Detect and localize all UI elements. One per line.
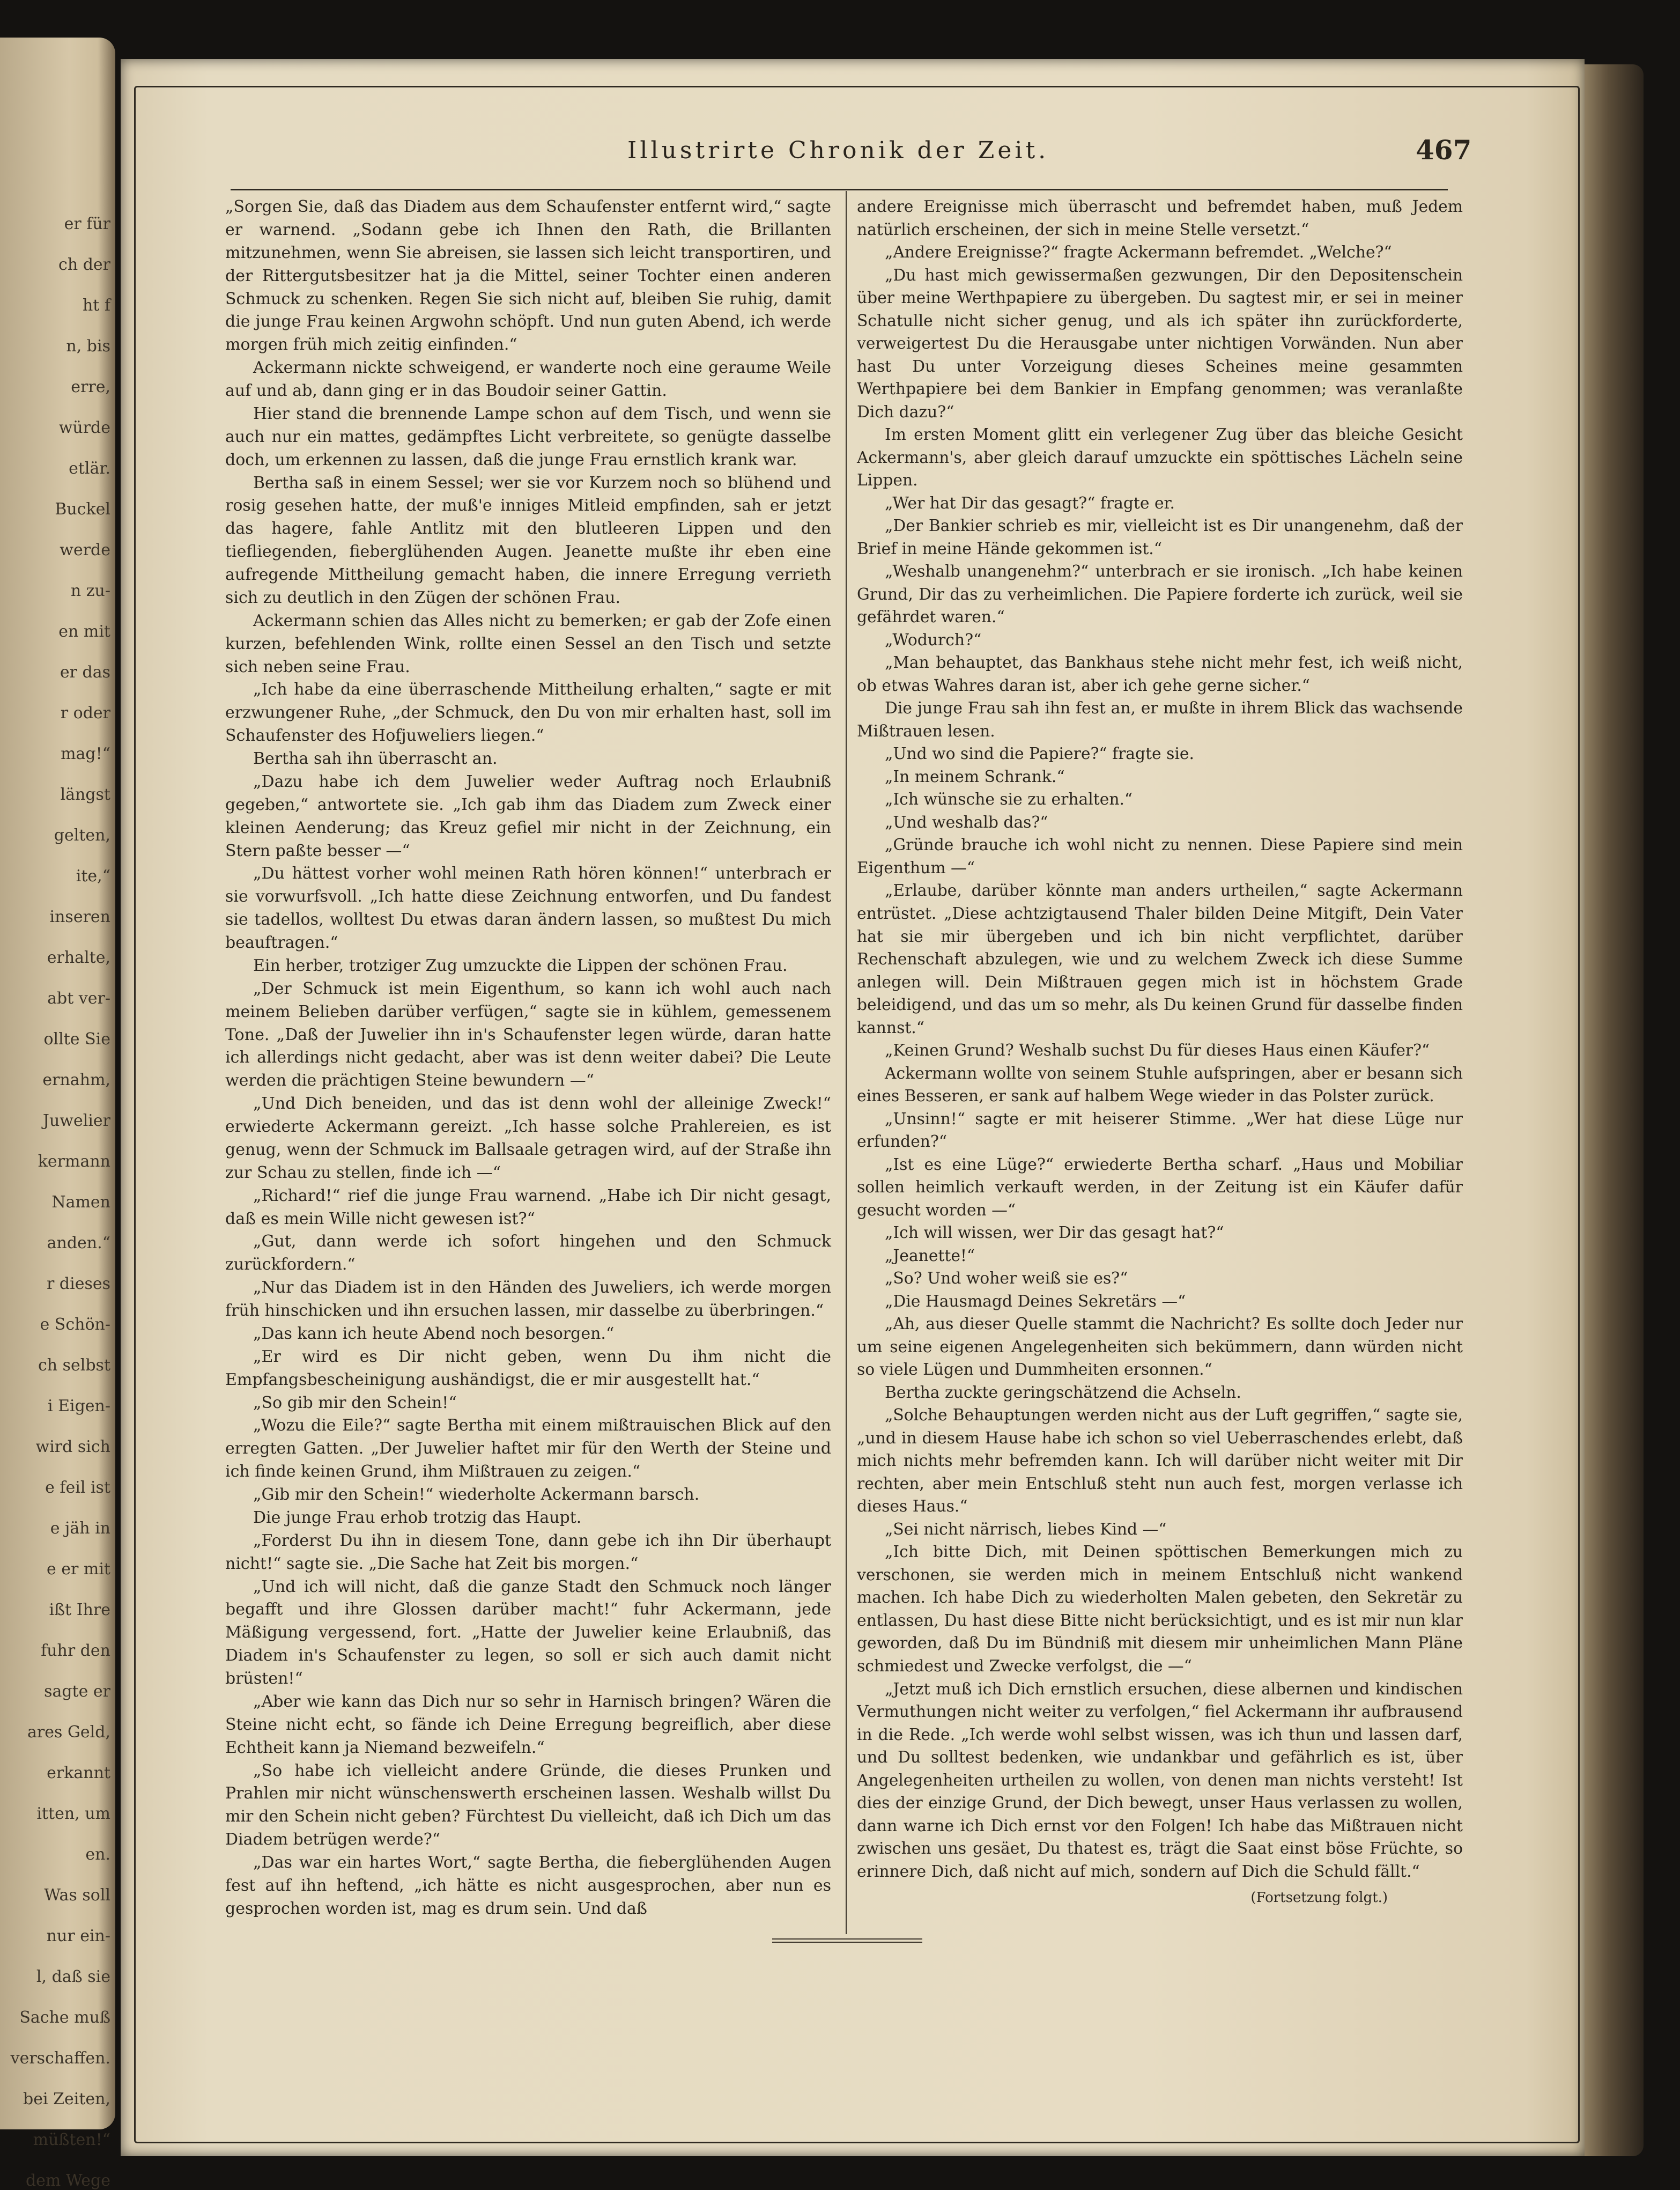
paragraph: „Ist es eine Lüge?“ erwiederte Bertha scharf. „Haus und Mobiliar sollen heimlich verkauft werden, in der Zeitung ist ein Käufer dafür gesucht worden —“ — [857, 1155, 1463, 1220]
paragraph: „Erlaube, darüber könnte man anders urtheilen,“ sagte Ackermann entrüstet. „Diese achtzigtausend Thaler bilden Deine Mitgift, Dein Vater hat sie mir übergeben und ich bin nicht verpflichtet, darüber Rechenschaft abzulegen, wie und zu welchem Zweck ich diese Summe anlegen will. Dein Mißtrauen gegen mich ist in höchstem Grade beleidigend, und das um so mehr, als Du keinen Grund für dasselbe finden kannst.“ — [857, 881, 1463, 1037]
facing-page-text: Buckel — [55, 500, 110, 519]
facing-page-text: n, bis — [66, 337, 110, 356]
end-rule — [772, 1938, 922, 1943]
paragraph: Die junge Frau erhob trotzig das Haupt. — [253, 1508, 582, 1527]
facing-page-text: bei Zeiten, — [23, 2090, 110, 2108]
facing-page-text: sagte er — [44, 1682, 110, 1701]
facing-page-text: e er mit — [46, 1560, 110, 1579]
facing-page-text: ht f — [82, 296, 110, 315]
paragraph: „Weshalb unangenehm?“ unterbrach er sie ironisch. „Ich habe keinen Grund, Dir das zu verheimlichen. Die Papiere forderte ich zurück, weil sie gefährdet waren.“ — [857, 562, 1463, 627]
paragraph: „Jeanette!“ — [885, 1246, 975, 1265]
paragraph: „Andere Ereignisse?“ fragte Ackermann befremdet. „Welche?“ — [885, 243, 1392, 262]
facing-page-text: mag!“ — [61, 744, 110, 763]
facing-page-text: dem Wege — [25, 2171, 110, 2190]
facing-page-text: Sache muß — [19, 2008, 110, 2027]
paragraph: „Du hättest vorher wohl meinen Rath hören können!“ unterbrach er sie vorwurfsvoll. „Ich hatte diese Zeichnung entworfen, und Du fandest sie tadellos, wolltest Du etwas daran ändern lassen, so mußtest Du mich beauftragen.“ — [225, 864, 831, 952]
paragraph: „So? Und woher weiß sie es?“ — [885, 1269, 1128, 1288]
right-column — [857, 196, 1463, 1909]
facing-page-text: etlär. — [69, 459, 110, 478]
facing-page-text: ite,“ — [76, 867, 110, 886]
facing-page-text: ißt Ihre — [49, 1601, 110, 1619]
facing-page-text: würde — [58, 418, 110, 437]
facing-page-text: erhalte, — [47, 948, 110, 967]
paragraph: „Der Bankier schrieb es mir, vielleicht ist es Dir unangenehm, daß der Brief in meine Hände gekommen ist.“ — [857, 517, 1463, 558]
facing-page-text: er das — [60, 663, 110, 682]
paragraph: „Das kann ich heute Abend noch besorgen.“ — [253, 1324, 615, 1343]
facing-page-text: Juwelier — [42, 1111, 110, 1130]
facing-page-text: inseren — [49, 908, 110, 926]
paragraph: „In meinem Schrank.“ — [885, 767, 1065, 786]
paragraph: „Wozu die Eile?“ sagte Bertha mit einem mißtrauischen Blick auf den erregten Gatten. „Der Juwelier haftet mir für den Werth der Steine und ich finde keinen Grund, ihm Mißtrauen zu zeigen.“ — [225, 1416, 831, 1481]
paragraph: „Ich habe da eine überraschende Mittheilung erhalten,“ sagte er mit erzwungener Ruhe, „der Schmuck, den Du von mir erhalten hast, soll im Schaufenster des Hofjuweliers liegen.“ — [225, 680, 831, 746]
facing-page-text: Was soll — [44, 1886, 110, 1905]
paragraph: „Und weshalb das?“ — [885, 813, 1048, 832]
paragraph: Bertha zuckte geringschätzend die Achseln. — [885, 1383, 1241, 1402]
facing-page-text: e jäh in — [50, 1519, 110, 1538]
facing-page-text: ernahm, — [42, 1071, 110, 1089]
paragraph: Ackermann wollte von seinem Stuhle aufspringen, aber er besann sich eines Besseren, er sank auf halbem Wege wieder in das Polster zurück. — [857, 1064, 1463, 1106]
facing-page-text: verschaffen. — [10, 2049, 110, 2068]
paragraph: „Aber wie kann das Dich nur so sehr in Harnisch bringen? Wären die Steine nicht echt, so fände ich Deine Erregung begreiflich, aber diese Echtheit kann ja Niemand bezweifeln.“ — [225, 1692, 831, 1757]
paragraph: „Gründe brauche ich wohl nicht zu nennen. Diese Papiere sind mein Eigenthum —“ — [857, 836, 1463, 878]
paragraph: „Und ich will nicht, daß die ganze Stadt den Schmuck noch länger begafft und ihre Glossen darüber macht!“ fuhr Ackermann, jede Mäßigung vergessend, fort. „Hatte der Juwelier keine Erlaubniß, das Diadem in's Schaufenster zu legen, so soll er sich auch damit nicht brüsten!“ — [225, 1577, 831, 1688]
paragraph: „Gib mir den Schein!“ wiederholte Ackermann barsch. — [253, 1485, 700, 1504]
paragraph: „Du hast mich gewissermaßen gezwungen, Dir den Depositenschein über meine Werthpapiere zu übergeben. Du sagtest mir, er sei in meiner Schatulle nicht sicher genug, und als ich später ihn zurückforderte, verweigertest Du die Herausgabe unter nichtigen Vorwänden. Nun aber hast Du unter Vorzeigung dieses Scheines meine gesammten Werthpapiere bei dem Bankier in Empfang genommen; was veranlaßte Dich dazu?“ — [857, 266, 1463, 422]
facing-page-text: abt ver- — [47, 989, 110, 1008]
facing-page-text: r oder — [60, 704, 110, 722]
facing-page-text: ch der — [58, 255, 110, 274]
facing-page-fragment — [0, 38, 115, 2190]
paragraph: „Der Schmuck ist mein Eigenthum, so kann ich wohl auch nach meinem Belieben darüber verfügen,“ sagte sie in kühlem, gemessenem Tone. „Daß der Juwelier ihn in's Schaufenster legen würde, daran hatte ich allerdings nicht gedacht, aber was ist denn weiter dabei? Die Leute werden die prächtigen Steine bewundern —“ — [225, 979, 831, 1090]
paragraph: Ein herber, trotziger Zug umzuckte die Lippen der schönen Frau. — [253, 956, 788, 975]
paragraph: Die junge Frau sah ihn fest an, er mußte in ihrem Blick das wachsende Mißtrauen lesen. — [857, 699, 1463, 741]
paragraph: „Wer hat Dir das gesagt?“ fragte er. — [885, 493, 1175, 513]
header-rule — [231, 189, 1448, 190]
facing-page-text: nur ein- — [46, 1927, 110, 1945]
paragraph: „Ich will wissen, wer Dir das gesagt hat?“ — [885, 1223, 1224, 1243]
paragraph: „Richard!“ rief die junge Frau warnend. „Habe ich Dir nicht gesagt, daß es mein Wille nicht gewesen ist?“ — [225, 1186, 831, 1228]
paragraph: „Keinen Grund? Weshalb suchst Du für dieses Haus einen Käufer?“ — [885, 1041, 1430, 1060]
paragraph: „Sei nicht närrisch, liebes Kind —“ — [885, 1520, 1167, 1539]
paragraph: Ackermann schien das Alles nicht zu bemerken; er gab der Zofe einen kurzen, befehlenden Wink, rollte einen Sessel an den Tisch und setzte sich neben seine Frau. — [225, 611, 831, 676]
facing-page-text: ch selbst — [38, 1356, 110, 1375]
paragraph: „So habe ich vielleicht andere Gründe, die dieses Prunken und Prahlen mir nicht wünschenswerth erscheinen lassen. Weshalb willst Du mir den Schein nicht geben? Fürchtest Du vielleicht, daß ich Dich um das Diadem betrügen werde?“ — [225, 1761, 831, 1849]
paragraph: „Das war ein hartes Wort,“ sagte Bertha, die fieberglühenden Augen fest auf ihn heftend, „ich hätte es nicht ausgesprochen, aber nun es gesprochen worden ist, mag es drum sein. Und daß — [225, 1853, 831, 1918]
facing-page-text: ares Geld, — [27, 1723, 110, 1742]
facing-page-text: en. — [85, 1845, 110, 1864]
facing-page-text: längst — [60, 785, 110, 804]
paragraph: „Man behauptet, das Bankhaus stehe nicht mehr fest, ich weiß nicht, ob etwas Wahres daran ist, aber ich gehe gerne sicher.“ — [857, 653, 1463, 695]
paragraph: „Dazu habe ich dem Juwelier weder Auftrag noch Erlaubniß gegeben,“ antwortete sie. „Ich gab ihm das Diadem zum Zweck einer kleinen Aenderung; das Kreuz gefiel mir nicht in der Zeichnung, ein Stern paßte besser —“ — [225, 772, 831, 860]
facing-page-text: e Schön- — [40, 1315, 110, 1334]
paragraph: „Und Dich beneiden, und das ist denn wohl der alleinige Zweck!“ erwiederte Ackermann gereizt. „Ich hasse solche Prahlereien, es ist genug, wenn der Schmuck im Ballsaale getragen wird, auf der Straße ihn zur Schau zu stellen, finde ich —“ — [225, 1094, 831, 1182]
facing-page-text: erre, — [71, 378, 110, 396]
column-divider — [846, 191, 847, 1934]
paragraph: „Sorgen Sie, daß das Diadem aus dem Schaufenster entfernt wird,“ sagte er warnend. „Sodann gebe ich Ihnen den Rath, die Brillanten mitzunehmen, wenn Sie abreisen, sie lassen sich leicht transportiren, und der Rittergutsbesitzer hat ja die Mittel, seiner Tochter einen anderen Schmuck zu schenken. Regen Sie sich nicht auf, bleiben Sie ruhig, damit die junge Frau keinen Argwohn schöpft. Und nun guten Abend, ich werde morgen früh mich zeitig einfinden.“ — [225, 197, 831, 355]
facing-page-text: werde — [60, 541, 110, 559]
paragraph: „Und wo sind die Papiere?“ fragte sie. — [885, 744, 1194, 764]
paragraph: „Ich wünsche sie zu erhalten.“ — [885, 790, 1133, 809]
facing-page-text: l, daß sie — [36, 1967, 110, 1986]
facing-page-text: i Eigen- — [47, 1397, 110, 1415]
paragraph: „Er wird es Dir nicht geben, wenn Du ihm nicht die Empfangsbescheinigung aushändigst, die er mir ausgestellt hat.“ — [225, 1347, 831, 1389]
facing-page-text: en mit — [58, 622, 110, 641]
facing-page-text: r dieses — [47, 1274, 110, 1293]
facing-page-text: ollte Sie — [43, 1030, 110, 1049]
page-edge — [1585, 64, 1644, 2156]
paragraph: „Solche Behauptungen werden nicht aus der Luft gegriffen,“ sagte sie, „und in diesem Hause habe ich schon so viel Ueberraschendes erlebt, daß mich nichts mehr befremden kann. Ich will darüber nicht weiter mit Dir rechten, aber mein Entschluß steht nun auch fest, morgen verlasse ich dieses Haus.“ — [857, 1406, 1463, 1516]
facing-page-text: kermann — [38, 1152, 110, 1171]
paragraph: Bertha saß in einem Sessel; wer sie vor Kurzem noch so blühend und rosig gesehen hatte, der muß'e inniges Mitleid empfinden, sah er jetzt das hagere, fahle Antlitz mit den blutleeren Lippen und den tiefliegenden, fieberglühenden Augen. Jeanette mußte ihr eben eine aufregende Mittheilung gemacht haben, die innere Erregung verrieth sich zu deutlich in den Zügen der schönen Frau. — [225, 473, 831, 607]
paragraph: „So gib mir den Schein!“ — [253, 1393, 457, 1412]
paragraph: „Jetzt muß ich Dich ernstlich ersuchen, diese albernen und kindischen Vermuthungen nicht weiter zu verfolgen,“ fiel Ackermann ihr aufbrausend in die Rede. „Ich werde wohl selbst wissen, was ich thun und lassen darf, und Du solltest bedenken, wie undankbar und gefährlich es ist, über Angelegenheiten urtheilen zu wollen, von denen man nichts versteht! Ist dies der einzige Grund, der Dich bewegt, unser Haus verlassen zu wollen, dann warne ich Dich ernst vor den Folgen! Ich habe das Mißtrauen nicht zwischen uns gesäet, Du thatest es, trägt die Saat einst böse Früchte, so erinnere Dich, daß nicht auf mich, sondern auf Dich die Schuld fällt.“ — [857, 1679, 1463, 1881]
paragraph: Bertha sah ihn überrascht an. — [253, 749, 498, 768]
page-number: 467 — [1416, 134, 1472, 166]
facing-page-text: itten, um — [36, 1804, 110, 1823]
paragraph: andere Ereignisse mich überrascht und befremdet haben, muß Jedem natürlich erscheinen, der sich in meine Stelle versetzt.“ — [857, 197, 1463, 239]
paragraph: „Wodurch?“ — [885, 630, 982, 650]
left-column — [225, 196, 831, 1921]
facing-page-text: n zu- — [70, 581, 110, 600]
paragraph: „Nur das Diadem ist in den Händen des Juweliers, ich werde morgen früh hinschicken und ihn ersuchen lassen, mir dasselbe zu überbringen.“ — [225, 1278, 831, 1320]
facing-page-text: wird sich — [35, 1437, 110, 1456]
facing-page-text: e feil ist — [45, 1478, 110, 1497]
running-head: Illustrirte Chronik der Zeit. — [627, 137, 1049, 164]
paragraph: „Ah, aus dieser Quelle stammt die Nachricht? Es sollte doch Jeder nur um seine eigenen Angelegenheiten sich bekümmern, dann würden nicht so viele Lügen und Dummheiten ersonnen.“ — [857, 1315, 1463, 1380]
facing-page-text: fuhr den — [41, 1641, 110, 1660]
facing-page-text: erkannt — [47, 1764, 110, 1782]
paragraph: Im ersten Moment glitt ein verlegener Zug über das bleiche Gesicht Ackermann's, aber gleich darauf umzuckte ein spöttisches Lächeln seine Lippen. — [857, 425, 1463, 490]
facing-page-text: Namen — [51, 1193, 110, 1212]
facing-page-text: müßten!“ — [33, 2130, 110, 2149]
paragraph: „Gut, dann werde ich sofort hingehen und den Schmuck zurückfordern.“ — [225, 1232, 831, 1274]
paragraph: Hier stand die brennende Lampe schon auf dem Tisch, und wenn sie auch nur ein mattes, gedämpftes Licht verbreitete, so genügte dasselbe doch, um erkennen zu lassen, daß die junge Frau ernstlich krank war. — [225, 404, 831, 469]
paragraph: „Die Hausmagd Deines Sekretärs —“ — [885, 1292, 1186, 1311]
paragraph: „Ich bitte Dich, mit Deinen spöttischen Bemerkungen mich zu verschonen, sie werden mich in meinem Entschluß nicht wankend machen. Ich habe Dich zu wiederholten Malen gebeten, den Sekretär zu entlassen, Du hast diese Bitte nicht berücksichtigt, und es ist mir nun klar geworden, daß Du im Bündniß mit diesem mir unheimlichen Mann Pläne schmiedest und Zwecke verfolgst, die —“ — [857, 1543, 1463, 1676]
facing-page-text: anden.“ — [47, 1234, 110, 1252]
facing-page-text: er für — [64, 215, 110, 233]
facing-page-text: gelten, — [54, 826, 110, 845]
continuation-note: (Fortsetzung folgt.) — [1250, 1890, 1388, 1906]
paragraph: „Forderst Du ihn in diesem Tone, dann gebe ich ihn Dir überhaupt nicht!“ sagte sie. „Die Sache hat Zeit bis morgen.“ — [225, 1531, 831, 1573]
paragraph: Ackermann nickte schweigend, er wanderte noch eine geraume Weile auf und ab, dann ging er in das Boudoir seiner Gattin. — [225, 358, 831, 400]
paragraph: „Unsinn!“ sagte er mit heiserer Stimme. „Wer hat diese Lüge nur erfunden?“ — [857, 1109, 1463, 1152]
